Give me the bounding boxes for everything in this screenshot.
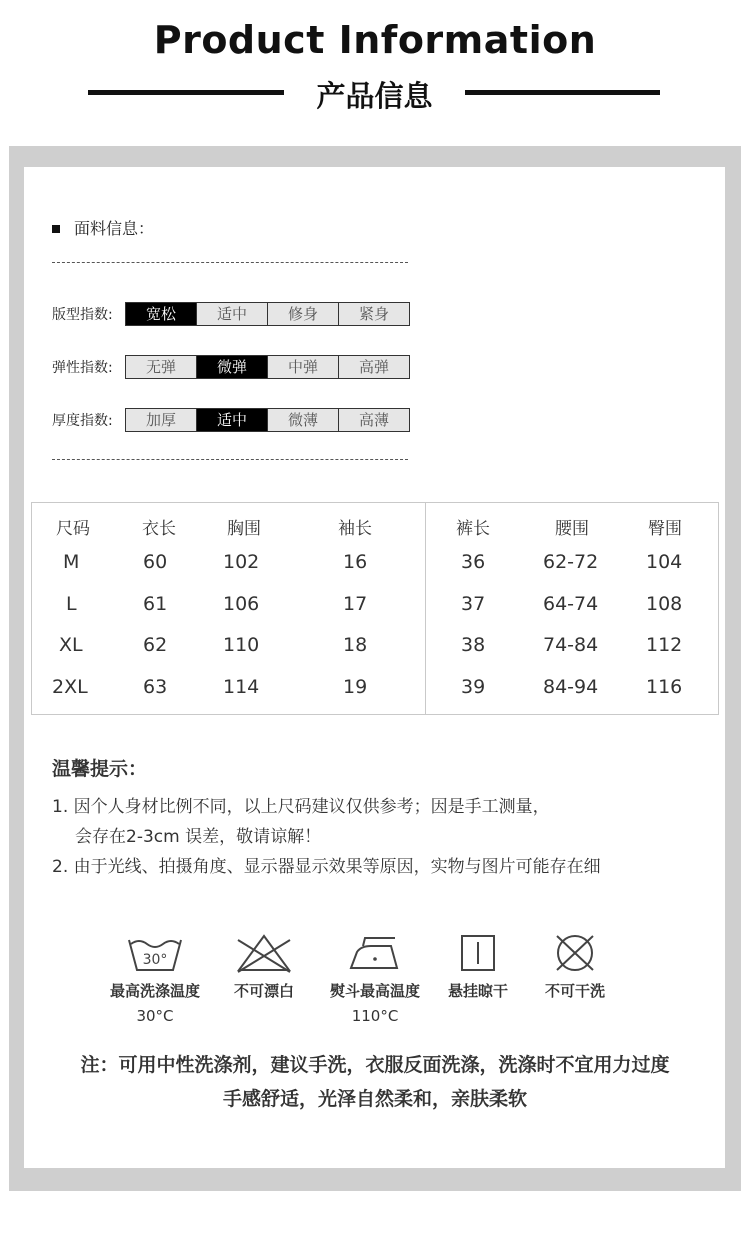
divider-left	[88, 90, 284, 95]
iron-icon	[345, 932, 405, 974]
size-table	[31, 502, 719, 715]
table-cell: 62	[143, 634, 168, 656]
no-dry-clean-icon	[545, 932, 605, 974]
care-item-wash	[100, 932, 210, 1025]
care-sub: 30°C	[136, 1007, 174, 1025]
fabric-heading	[52, 216, 154, 239]
table-cell: 84-94	[543, 676, 599, 698]
tips-title: 温馨提示：	[52, 758, 148, 780]
care-item-bleach	[224, 932, 304, 1001]
thickness-option: 加厚	[126, 409, 197, 431]
table-header: 臀围	[648, 519, 682, 539]
thickness-index-options	[125, 408, 410, 432]
table-cell: 60	[143, 551, 168, 573]
table-header: 胸围	[227, 519, 261, 539]
tip-line: 会存在2-3cm 误差，敬请谅解！	[75, 827, 322, 847]
table-cell: 17	[343, 593, 368, 615]
table-header: 袖长	[338, 519, 372, 539]
divider-right	[465, 90, 660, 95]
table-cell: 110	[223, 634, 260, 656]
fit-option: 修身	[268, 303, 339, 325]
elasticity-index-options	[125, 355, 410, 379]
care-label: 熨斗最高温度	[329, 982, 420, 1000]
table-cell: M	[63, 551, 80, 573]
page-title: Product Information	[153, 18, 597, 62]
fabric-heading-text: 面料信息：	[74, 219, 155, 238]
thickness-option: 适中	[197, 409, 268, 431]
table-cell: 61	[143, 593, 168, 615]
page-subtitle: 产品信息	[316, 79, 433, 113]
tip-line: 1. 因个人身材比例不同，以上尺码建议仅供参考；因是手工测量，	[52, 797, 550, 817]
care-item-hang	[438, 932, 518, 1001]
table-cell: 19	[343, 676, 368, 698]
thickness-option: 微薄	[268, 409, 339, 431]
thickness-index-label: 厚度指数:	[52, 413, 113, 429]
thickness-option: 高薄	[339, 409, 409, 431]
fit-option: 适中	[197, 303, 268, 325]
fit-option: 紧身	[339, 303, 409, 325]
care-label: 不可漂白	[233, 982, 294, 1000]
care-label: 不可干洗	[544, 982, 605, 1000]
fit-index-options	[125, 302, 410, 326]
subtitle-row	[0, 74, 750, 114]
elasticity-option: 无弹	[126, 356, 197, 378]
wash-temp-text: 30°	[142, 952, 168, 968]
table-cell: 62-72	[543, 551, 599, 573]
care-note-line: 注：可用中性洗涤剂，建议手洗，衣服反面洗涤，洗涤时不宜用力过度	[80, 1054, 670, 1076]
table-cell: 104	[646, 551, 683, 573]
dashed-divider	[52, 262, 408, 263]
table-cell: 116	[646, 676, 683, 698]
tip-line: 2. 由于光线、拍摄角度、显示器显示效果等原因，实物与图片可能存在细	[52, 857, 601, 877]
table-column-divider	[425, 503, 426, 714]
table-header: 裤长	[456, 519, 490, 539]
elasticity-option: 高弹	[339, 356, 409, 378]
care-item-iron	[320, 932, 430, 1025]
care-label: 最高洗涤温度	[109, 982, 200, 1000]
table-cell: 114	[223, 676, 260, 698]
fit-option: 宽松	[126, 303, 197, 325]
elasticity-index-label: 弹性指数:	[52, 360, 113, 376]
no-bleach-icon	[234, 932, 294, 974]
table-cell: 37	[461, 593, 486, 615]
table-cell: 63	[143, 676, 168, 698]
table-cell: 39	[461, 676, 486, 698]
table-header: 尺码	[56, 519, 90, 539]
table-cell: 2XL	[52, 676, 88, 698]
table-header: 腰围	[555, 519, 589, 539]
elasticity-option: 中弹	[268, 356, 339, 378]
table-cell: 16	[343, 551, 368, 573]
table-cell: 74-84	[543, 634, 599, 656]
table-cell: 112	[646, 634, 683, 656]
elasticity-option: 微弹	[197, 356, 268, 378]
care-note-line: 手感舒适，光泽自然柔和，亲肤柔软	[222, 1088, 527, 1110]
care-label: 悬挂晾干	[447, 982, 508, 1000]
table-header: 衣长	[142, 519, 176, 539]
table-cell: XL	[59, 634, 83, 656]
table-cell: 106	[223, 593, 260, 615]
hang-dry-icon	[448, 932, 508, 974]
table-cell: 102	[223, 551, 260, 573]
table-cell: L	[66, 593, 77, 615]
dashed-divider	[52, 459, 408, 460]
bullet-square-icon	[52, 225, 60, 233]
table-cell: 36	[461, 551, 486, 573]
wash-30-icon	[125, 932, 185, 974]
table-cell: 18	[343, 634, 368, 656]
fit-index-label: 版型指数:	[52, 307, 113, 323]
table-cell: 64-74	[543, 593, 599, 615]
care-item-dryclean	[535, 932, 615, 1001]
table-cell: 108	[646, 593, 683, 615]
care-sub: 110°C	[351, 1007, 399, 1025]
table-cell: 38	[461, 634, 486, 656]
